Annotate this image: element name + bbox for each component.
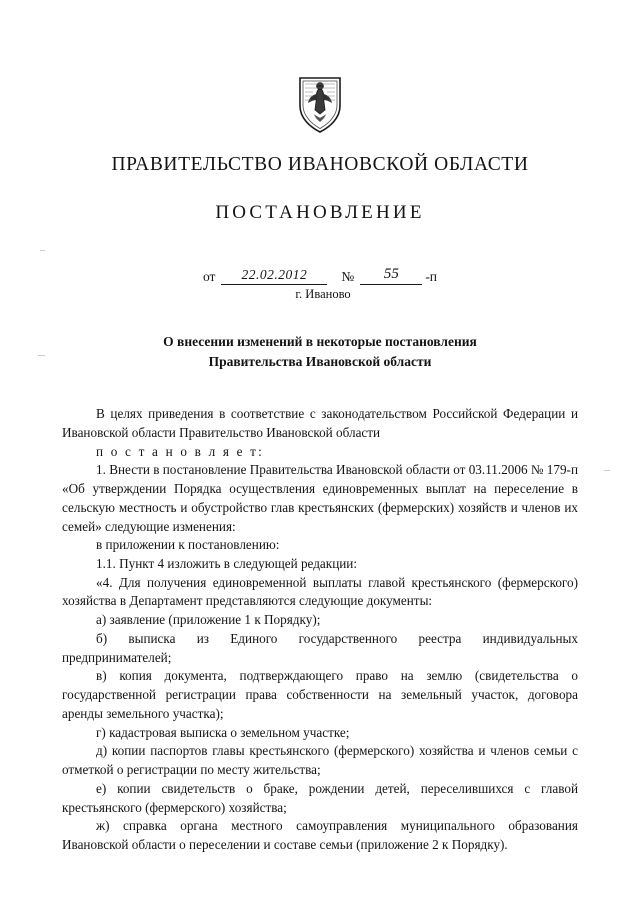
document-subject	[62, 332, 578, 371]
document-type-heading: ПОСТАНОВЛЕНИЕ	[215, 202, 425, 223]
subject-line-1: О внесении изменений в некоторые постановления	[163, 334, 477, 349]
body-paragraph: г) кадастровая выписка о земельном участке;	[96, 724, 350, 740]
body-paragraph: б) выписка из Единого государственного реестра индивидуальных предпринимателей;	[62, 630, 578, 665]
body-paragraph: «4. Для получения единовременной выплаты главой крестьянского (фермерского) хозяйства в Департамент представляются следующие документы:	[62, 574, 578, 609]
body-paragraph: В целях приведения в соответствие с законодательством Российской Федерации и Ивановской области Правительство Ивановской области	[62, 406, 578, 440]
body-paragraph: е) копии свидетельств о браке, рождении детей, переселившихся с главой крестьянского (фермерского) хозяйства;	[62, 780, 578, 815]
date-label: от	[202, 269, 216, 284]
number-value: 55	[360, 266, 422, 285]
body-paragraph: ж) справка органа местного самоуправления муниципального образования Ивановской области о переселении и составе семьи (приложение 2 к Порядку).	[62, 818, 578, 853]
body-paragraph-resolves: п о с т а н о в л я е т:	[96, 443, 264, 459]
date-value: 22.02.2012	[221, 267, 327, 285]
subject-line-2: Правительства Ивановской области	[208, 353, 432, 369]
date-number-line	[62, 266, 578, 285]
body-paragraph: 1.1. Пункт 4 изложить в следующей редакции:	[96, 556, 358, 571]
document-body	[62, 405, 578, 855]
emblem-container	[62, 0, 578, 136]
number-suffix: -п	[425, 269, 438, 284]
scan-artifact	[38, 355, 45, 356]
city-line: г. Иваново	[295, 287, 351, 301]
body-paragraph: д) копии паспортов главы крестьянского (фермерского) хозяйства и членов семьи с отметкой о регистрации по месту жительства;	[62, 743, 578, 778]
scan-artifact	[40, 250, 45, 251]
number-label: №	[341, 269, 355, 284]
coat-of-arms-icon	[288, 72, 352, 136]
organization-title: ПРАВИТЕЛЬСТВО ИВАНОВСКОЙ ОБЛАСТИ	[111, 154, 529, 175]
body-paragraph: в приложении к постановлению:	[96, 537, 280, 553]
body-paragraph: 1. Внести в постановление Правительства Ивановской области от 03.11.2006 № 179-п «Об утверждении Порядка осуществления единовременных выплат на переселение в сельскую местность и обустройство глав крестьянских (фермерских) хозяйств и членов их семей» следующие изменения:	[62, 462, 578, 534]
body-paragraph: а) заявление (приложение 1 к Порядку);	[96, 612, 321, 628]
body-paragraph: в) копия документа, подтверждающего право на землю (свидетельства о государственной регистрации права собственности на земельный участок, договора аренды земельного участка);	[62, 668, 578, 721]
scan-artifact	[604, 470, 610, 471]
